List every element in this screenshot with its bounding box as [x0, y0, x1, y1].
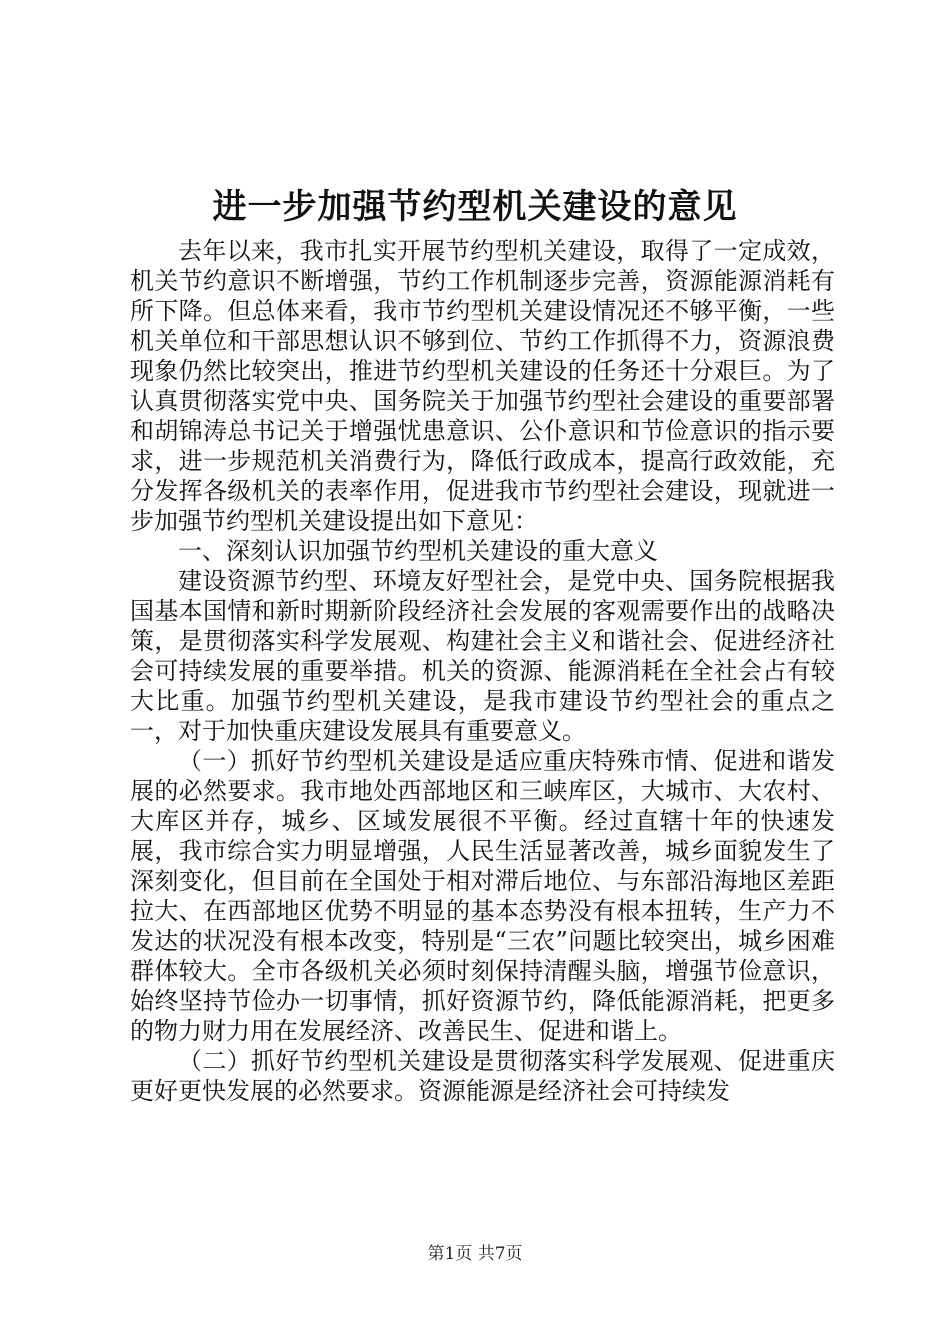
document-title: 进一步加强节约型机关建设的意见 [212, 187, 738, 227]
section-1-paragraph: 建设资源节约型、环境友好型社会，是党中央、国务院根据我国基本国情和新时期新阶段经济社会发展的客观需要作出的战略决策，是贯彻落实科学发展观、构建社会主义和谐社会、促进经济社会可持续发展的重要举措。机关的资源、能源消耗在全社会占有较大比重。加强节约型机关建设，是我市建设节约型社会的重点之一，对于加快重庆建设发展具有重要意义。 [130, 567, 835, 745]
page-number: 第1页 共7页 [427, 1244, 523, 1264]
document-body [130, 236, 835, 1106]
intro-paragraph: 去年以来，我市扎实开展节约型机关建设，取得了一定成效，机关节约意识不断增强，节约工作机制逐步完善，资源能源消耗有所下降。但总体来看，我市节约型机关建设情况还不够平衡，一些机关单位和干部思想认识不够到位、节约工作抓得不力，资源浪费现象仍然比较突出，推进节约型机关建设的任务还十分艰巨。为了认真贯彻落实党中央、国务院关于加强节约型社会建设的重要部署和胡锦涛总书记关于增强忧患意识、公仆意识和节俭意识的指示要求，进一步规范机关消费行为，降低行政成本，提高行政效能，充分发挥各级机关的表率作用，促进我市节约型社会建设，现就进一步加强节约型机关建设提出如下意见： [130, 237, 835, 535]
subsection-2-paragraph: （二）抓好节约型机关建设是贯彻落实科学发展观、促进重庆更好更快发展的必然要求。资源能源是经济社会可持续发 [130, 1047, 835, 1105]
section-heading-1: 一、深刻认识加强节约型机关建设的重大意义 [178, 537, 658, 565]
subsection-1-paragraph: （一）抓好节约型机关建设是适应重庆特殊市情、促进和谐发展的必然要求。我市地处西部地区和三峡库区，大城市、大农村、大库区并存，城乡、区域发展很不平衡。经过直辖十年的快速发展，我市综合实力明显增强，人民生活显著改善，城乡面貌发生了深刻变化，但目前在全国处于相对滞后地位、与东部沿海地区差距拉大、在西部地区优势不明显的基本态势没有根本扭转，生产力不发达的状况没有根本改变，特别是“三农”问题比较突出，城乡困难群体较大。全市各级机关必须时刻保持清醒头脑，增强节俭意识，始终坚持节俭办一切事情，抓好资源节约，降低能源消耗，把更多的物力财力用在发展经济、改善民生、促进和谐上。 [130, 747, 835, 1045]
